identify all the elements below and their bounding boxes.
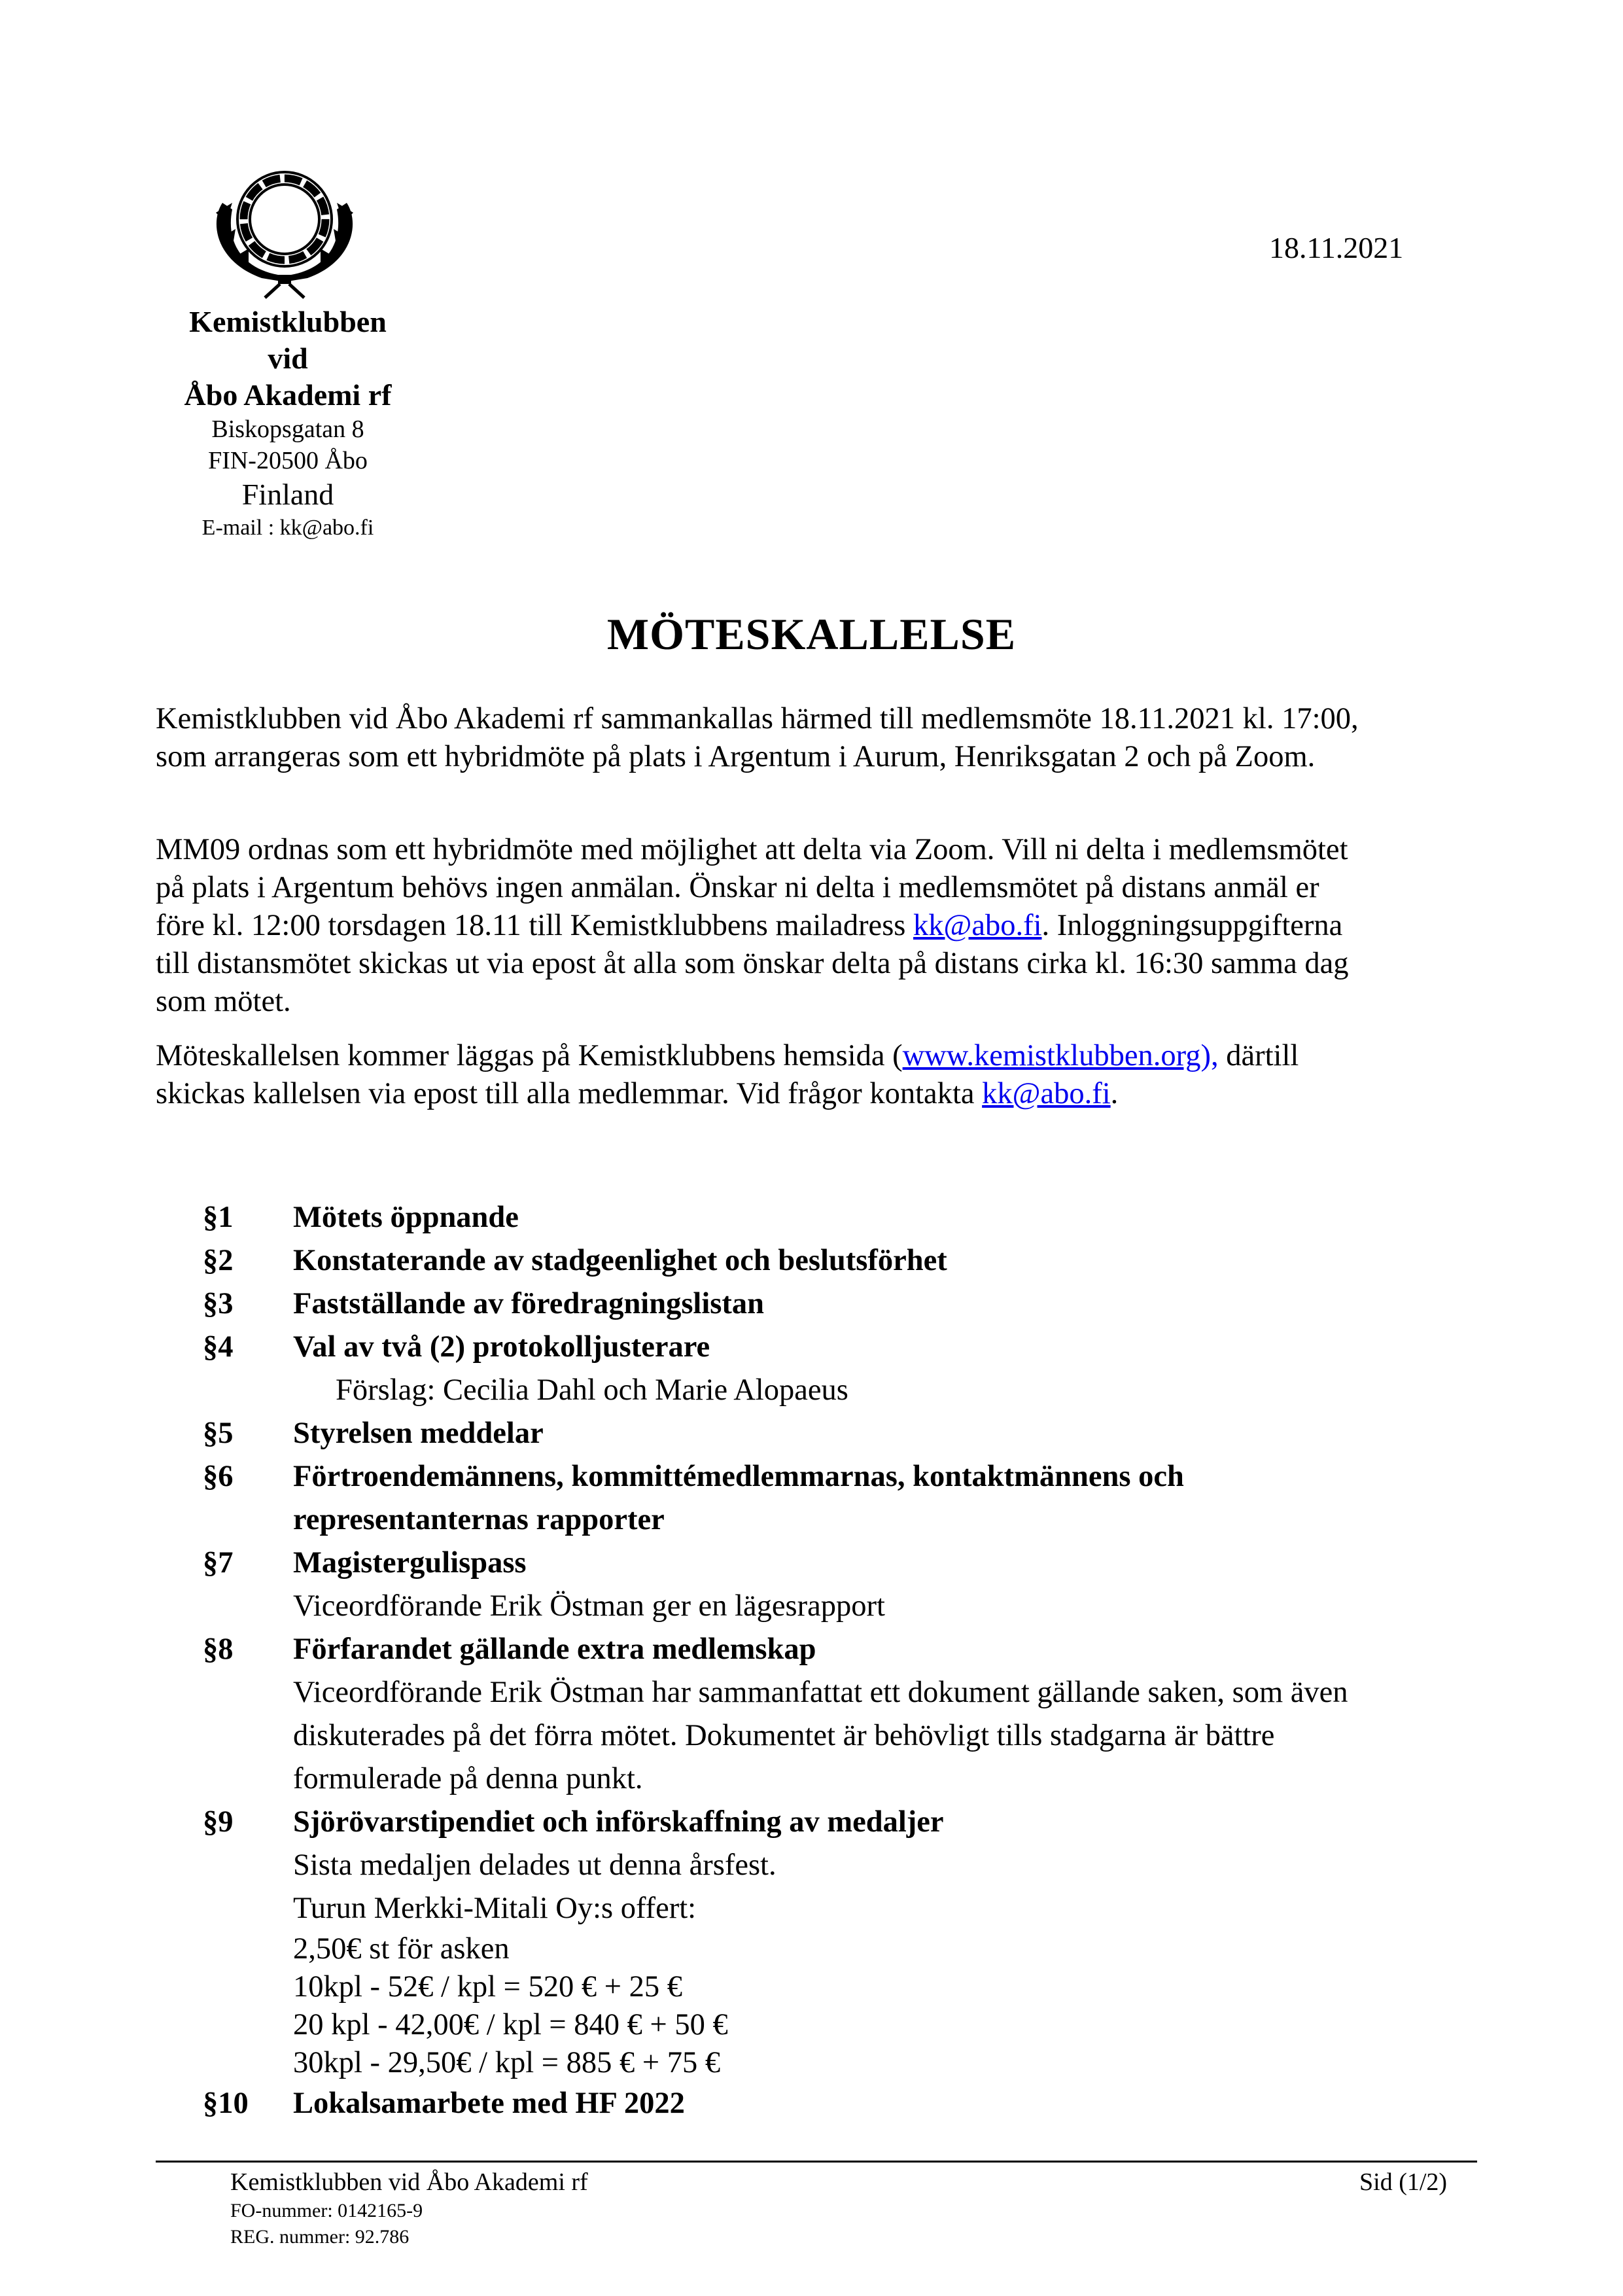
email-link[interactable]: kk@abo.fi <box>982 1077 1111 1110</box>
paragraph-line: till distansmötet skickas ut via epost åt alla som önskar delta på distans cirka kl. 16:30 samma dag <box>156 947 1349 980</box>
laurel-wreath-ring-emblem-icon <box>196 164 373 301</box>
agenda-title: Fastställande av föredragningslistan <box>293 1287 764 1320</box>
intro-paragraph-2 <box>156 831 1477 1021</box>
document-date: 18.11.2021 <box>1269 231 1404 264</box>
agenda-item-4 <box>203 1326 1498 1369</box>
org-name-line3: Åbo Akademi rf <box>184 378 392 412</box>
agenda-detail-line: 30kpl - 29,50€ / kpl = 885 € + 75 € <box>293 2046 721 2079</box>
agenda-detail-line: diskuterades på det förra mötet. Dokumentet är behövligt tills stadgarna är bättre <box>293 1719 1275 1752</box>
agenda-detail-line: Turun Merkki-Mitali Oy:s offert: <box>293 1892 697 1925</box>
paragraph-line: MM09 ordnas som ett hybridmöte med möjlighet att delta via Zoom. Vill ni delta i medlemsmötet <box>156 833 1348 866</box>
text: före kl. 12:00 torsdagen 18.11 till Kemistklubbens mailadress <box>156 909 914 942</box>
agenda-title: Förfarandet gällande extra medlemskap <box>293 1633 816 1666</box>
agenda-item-3 <box>203 1282 1498 1326</box>
agenda-item-10 <box>203 2082 1498 2125</box>
address-postal: FIN-20500 Åbo <box>208 447 368 474</box>
agenda-number: §4 <box>203 1330 234 1364</box>
agenda-number: §9 <box>203 1805 234 1839</box>
page-number: Sid (1/2) <box>1359 2168 1448 2196</box>
email-link[interactable]: kk@abo.fi <box>913 909 1042 942</box>
logo-emblem <box>196 164 373 301</box>
agenda-item-7 <box>203 1542 1498 1585</box>
agenda-number: §8 <box>203 1633 234 1666</box>
intro-paragraph-1 <box>156 700 1477 776</box>
paragraph-line <box>156 1075 1477 1113</box>
agenda-list <box>203 1196 1498 2125</box>
agenda-number: §2 <box>203 1244 234 1277</box>
org-name-line1: Kemistklubben <box>189 305 387 338</box>
agenda-number: §5 <box>203 1417 234 1450</box>
text: därtill <box>1218 1039 1299 1072</box>
agenda-detail-line: formulerade på denna punkt. <box>293 1762 643 1795</box>
agenda-title: Lokalsamarbete med HF 2022 <box>293 2087 685 2120</box>
agenda-title-continuation: representanternas rapporter <box>293 1503 665 1536</box>
agenda-title: Förtroendemännens, kommittémedlemmarnas, kontaktmännens och <box>293 1460 1184 1493</box>
agenda-detail: Viceordförande Erik Östman ger en lägesrapport <box>293 1589 885 1623</box>
footer-org-name: Kemistklubben vid Åbo Akademi rf <box>230 2168 588 2196</box>
agenda-item-2 <box>203 1239 1498 1282</box>
agenda-title: Sjörövarstipendiet och införskaffning av medaljer <box>293 1805 944 1839</box>
agenda-number: §10 <box>203 2087 249 2120</box>
paragraph-line <box>156 1037 1477 1075</box>
agenda-number: §6 <box>203 1460 234 1493</box>
agenda-item-9 <box>203 1801 1498 1844</box>
address-street: Biskopsgatan 8 <box>211 415 364 443</box>
agenda-detail: Förslag: Cecilia Dahl och Marie Alopaeus <box>336 1373 848 1407</box>
website-link[interactable]: www.kemistklubben.org), <box>902 1039 1219 1072</box>
agenda-item-8 <box>203 1628 1498 1671</box>
intro-paragraph-3 <box>156 1037 1477 1113</box>
agenda-title: Styrelsen meddelar <box>293 1417 544 1450</box>
paragraph-line: på plats i Argentum behövs ingen anmälan. Önskar ni delta i medlemsmötet på distans anmäl er <box>156 871 1319 904</box>
agenda-title: Mötets öppnande <box>293 1201 519 1234</box>
footer-fo-number: FO-nummer: 0142165-9 <box>230 2200 423 2221</box>
paragraph-line: Kemistklubben vid Åbo Akademi rf sammankallas härmed till medlemsmöte 18.11.2021 kl. 17:00, <box>156 702 1359 735</box>
agenda-number: §7 <box>203 1546 234 1580</box>
agenda-detail-line: 10kpl - 52€ / kpl = 520 € + 25 € <box>293 1970 682 2004</box>
text: . Inloggningsuppgifterna <box>1041 909 1343 942</box>
org-email: E-mail : kk@abo.fi <box>201 516 374 540</box>
agenda-title: Konstaterande av stadgeenlighet och beslutsförhet <box>293 1244 947 1277</box>
organization-address-block <box>131 304 445 543</box>
text: Möteskallelsen kommer läggas på Kemistklubbens hemsida ( <box>156 1039 903 1072</box>
agenda-item-1 <box>203 1196 1498 1239</box>
paragraph-line: som arrangeras som ett hybridmöte på plats i Argentum i Aurum, Henriksgatan 2 och på Zoom. <box>156 740 1316 773</box>
text: . <box>1110 1077 1119 1110</box>
agenda-detail-line: Viceordförande Erik Östman har sammanfattat ett dokument gällande saken, som även <box>293 1676 1348 1709</box>
org-name-line2: vid <box>268 342 308 375</box>
paragraph-line <box>156 907 1477 945</box>
agenda-item-6 <box>203 1455 1498 1498</box>
agenda-detail-line: 2,50€ st för asken <box>293 1932 510 1966</box>
agenda-detail-line: 20 kpl - 42,00€ / kpl = 840 € + 50 € <box>293 2008 728 2041</box>
address-country: Finland <box>241 478 334 511</box>
footer-reg-number: REG. nummer: 92.786 <box>230 2226 410 2248</box>
agenda-detail-line: Sista medaljen delades ut denna årsfest. <box>293 1848 777 1882</box>
footer-divider <box>156 2161 1477 2163</box>
document-title: MÖTESKALLELSE <box>606 609 1017 659</box>
agenda-title: Magistergulispass <box>293 1546 527 1580</box>
paragraph-line: som mötet. <box>156 985 291 1018</box>
agenda-number: §3 <box>203 1287 234 1320</box>
agenda-title: Val av två (2) protokolljusterare <box>293 1330 710 1364</box>
agenda-number: §1 <box>203 1201 234 1234</box>
agenda-item-5 <box>203 1412 1498 1455</box>
text: skickas kallelsen via epost till alla medlemmar. Vid frågor kontakta <box>156 1077 983 1110</box>
